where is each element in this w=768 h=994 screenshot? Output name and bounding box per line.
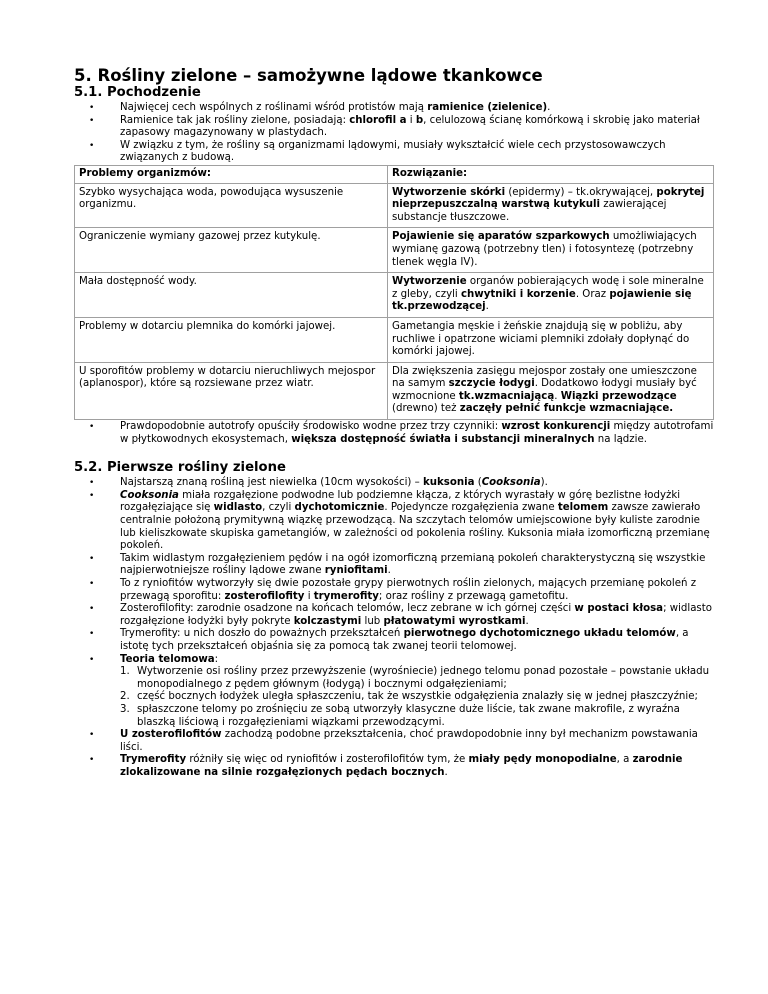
document-page <box>74 66 714 780</box>
table-header-row <box>75 165 714 183</box>
solution-cell: Pojawienie się aparatów szparkowych umożliwiających wymianę gazową (potrzebny tlen) i fotosyntezę (potrzebny tlenek węgla IV). <box>388 228 714 273</box>
adaptations-table <box>74 165 714 420</box>
first-plants-bullet-list <box>74 477 714 779</box>
list-item: • Ramienice tak jak rośliny zielone, posiadają: chlorofil a i b, celulozową ścianę komórkową i skrobię jako materiał zapasowy magazynowany w plastydach. <box>74 115 714 140</box>
list-item: 1. Wytworzenie osi rośliny przez przewyższenie (wyrośniecie) jednego telomu ponad pozostałe – powstanie układu monopodialnego z pędem głównym (łodygą) i bocznymi odgałęzieniami; <box>120 666 710 690</box>
list-item: • W związku z tym, że rośliny są organizmami lądowymi, musiały wykształcić wiele cech przystosowawczych związanych z budową. <box>74 140 714 165</box>
problem-cell: Ograniczenie wymiany gazowej przez kutykulę. <box>75 228 388 273</box>
list-item: • Zosterofilofity: zarodnie osadzone na końcach telomów, lecz zebrane w ich górnej części w postaci kłosa; widlasto rozgałęzione łodyżki były pokryte kolczastymi lub płatowatymi wyrostkami. <box>74 603 714 628</box>
table-row <box>75 362 714 419</box>
problem-cell: Szybko wysychająca woda, powodująca wysuszenie organizmu. <box>75 183 388 228</box>
section-heading-origin: 5.1. Pochodzenie <box>74 85 201 100</box>
origin-bullet-list <box>74 102 714 165</box>
list-item: 2. część bocznych łodyżek uległa spłaszczeniu, tak że wszystkie odgałęzienia znalazły się w jednej płaszczyźnie; <box>120 691 698 703</box>
table-row <box>75 228 714 273</box>
column-header-problems: Problemy organizmów: <box>75 165 388 183</box>
list-item: • Najstarszą znaną rośliną jest niewielka (10cm wysokości) – kuksonia (Cooksonia). <box>74 477 714 490</box>
table-row <box>75 183 714 228</box>
solution-cell: Wytworzenie skórki (epidermy) – tk.okrywającej, pokrytej nieprzepuszczalną warstwą kutykuli zawierającej substancje tłuszczowe. <box>388 183 714 228</box>
list-item: 3. spłaszczone telomy po zrośnięciu ze sobą utworzyły klasyczne duże liście, tak zwane makrofile, z wyraźna blaszką liściową i rozgałęzieniami wiązkami przewodzącymi. <box>120 703 680 728</box>
document-title: 5. Rośliny zielone – samożywne lądowe tkankowce <box>74 66 543 85</box>
problem-cell: U sporofitów problemy w dotarciu nieruchliwych mejospor (aplanospor), które są rozsiewane przez wiatr. <box>75 362 388 419</box>
list-item: • Cooksonia miała rozgałęzione podwodne lub podziemne kłącza, z których wyrastały w górę bezlistne łodyżki rozgałęziające się widlasto, czyli dychotomicznie. Pojedyncze rozgałęzienia zwane telomem zawsze zawierało centralnie położoną prymitywną wiązkę przewodzącą. Na szczytach telomów umiejscowione były kuliste zarodnie lub kieliszkowate skupiska gametangiów, w zależności od pokolenia rośliny. Kuksonia miała izomorficzną przemianę pokoleń. <box>74 490 714 553</box>
table-row <box>75 317 714 362</box>
problem-cell: Problemy w dotarciu plemnika do komórki jajowej. <box>75 317 388 362</box>
list-item: • Trymerofity różniły się więc od ryniofitów i zosterofilofitów tym, że miały pędy monopodialne, a zarodnie zlokalizowane na silnie rozgałęzionych pędach bocznych. <box>74 754 714 779</box>
list-item: • U zosterofilofitów zachodzą podobne przekształcenia, choć prawdopodobnie inny był mechanizm powstawania liści. <box>74 729 714 754</box>
list-item: • Najwięcej cech wspólnych z roślinami wśród protistów mają ramienice (zielenice). <box>74 102 714 115</box>
problem-cell: Mała dostępność wody. <box>75 273 388 318</box>
list-item: • To z ryniofitów wytworzyły się dwie pozostałe grypy pierwotnych roślin zielonych, mających przemianę pokoleń z przewagą sporofitu: zosterofilofity i trymerofity; oraz rośliny z przewagą gametofitu. <box>74 578 714 603</box>
solution-cell: Wytworzenie organów pobierających wodę i sole mineralne z gleby, czyli chwytniki i korzenie. Oraz pojawienie się tk.przewodzącej. <box>388 273 714 318</box>
list-item: • Prawdopodobnie autotrofy opuściły środowisko wodne przez trzy czynniki: wzrost konkurencji między autotrofami w płytkowodnych ekosystemach, większa dostępność światła i substancji mineralnych na lądzie. <box>74 421 714 446</box>
list-item: • Trymerofity: u nich doszło do poważnych przekształceń pierwotnego dychotomicznego układu telomów, a istotę tych przekształceń objaśnia się za pomocą tak zwanej teorii telomowej. <box>74 628 714 653</box>
section-heading-first-plants: 5.2. Pierwsze rośliny zielone <box>74 460 286 476</box>
list-item: • Takim widlastym rozgałęzieniem pędów i na ogół izomorficzną przemianą pokoleń charakterystyczną się wszystkie najpierwotniejsze rośliny lądowe zwane ryniofitami. <box>74 553 714 578</box>
table-row <box>75 273 714 318</box>
column-header-solutions: Rozwiązanie: <box>388 165 714 183</box>
solution-cell: Gametangia męskie i żeńskie znajdują się w pobliżu, aby ruchliwe i opatrzone wiciami plemniki zdołały dopłynąć do komórki jajowej. <box>388 317 714 362</box>
telome-theory-list <box>120 666 714 729</box>
origin-after-list <box>74 421 714 446</box>
solution-cell: Dla zwiększenia zasięgu mejospor zostały one umieszczone na samym szczycie łodygi. Dodatkowo łodygi musiały być wzmocnione tk.wzmacniającą. Wiązki przewodzące (drewno) też zaczęły pełnić funkcje wzmacniające. <box>388 362 714 419</box>
list-item: • Teoria telomowa: 1. Wytworzenie osi rośliny przez przewyższenie (wyrośniecie) jednego telomu ponad pozostałe – powstanie układu monopodialnego z pędem głównym (łodygą) i bocznymi odgałęzieniami; 2. część bocznych łodyżek uległa spłaszczeniu, tak że wszystkie odgałęzienia znalazły się w jednej płaszczyźnie; 3. spłaszczone telomy po zrośnięciu ze sobą utworzyły klasyczne duże liście, tak zwane makrofile, z wyraźna blaszką liściową i rozgałęzieniami wiązkami przewodzącymi. <box>74 654 714 730</box>
